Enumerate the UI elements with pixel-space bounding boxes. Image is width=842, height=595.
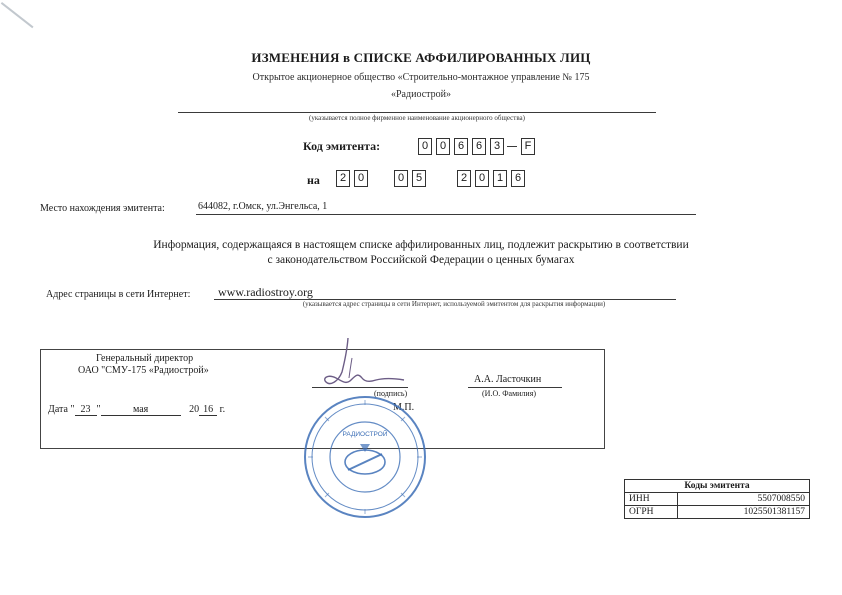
code-dash [507, 146, 517, 147]
date-line-year: 16 [199, 404, 217, 416]
date-line-month: мая [101, 404, 181, 416]
location-label: Место нахождения эмитента: [40, 203, 165, 214]
signer-position: Генеральный директор [96, 353, 194, 364]
issuer-note: (указывается полное фирменное наименование акционерного общества) [309, 114, 525, 122]
code-value-ogrn: 1025501381157 [678, 506, 810, 519]
issuer-codes-table [624, 479, 810, 519]
date-label: на [307, 173, 320, 187]
date-line-day: 23 [75, 404, 97, 416]
date-year-digit: 1 [493, 170, 507, 187]
name-underline [468, 387, 562, 388]
location-value: 644082, г.Омск, ул.Энгельса, 1 [198, 201, 328, 212]
web-note: (указывается адрес страницы в сети Интернет, используемой эмитентом для раскрытия информации) [302, 300, 606, 308]
table-row [625, 506, 810, 519]
stamp-caption: М.П. [393, 402, 415, 413]
date-month-digit: 5 [412, 170, 426, 187]
date-year-digit: 0 [475, 170, 489, 187]
name-caption: (И.О. Фамилия) [482, 389, 537, 398]
date-year-digit: 6 [511, 170, 525, 187]
company-seal-icon [300, 392, 430, 522]
location-underline [196, 214, 696, 215]
issuer-code-label: Код эмитента: [303, 139, 381, 153]
code-digit: 0 [418, 138, 432, 155]
disclosure-line1: Информация, содержащаяся в настоящем списке аффилированных лиц, подлежит раскрытию в соответствии [153, 239, 689, 251]
code-letter: F [521, 138, 535, 155]
web-label: Адрес страницы в сети Интернет: [46, 289, 191, 300]
issuer-name-line2: «Радиострой» [391, 89, 451, 100]
code-value-inn: 5507008550 [678, 493, 810, 506]
scan-mark [1, 2, 34, 28]
code-digit: 3 [490, 138, 504, 155]
web-address: www.radiostroy.org [218, 285, 313, 299]
table-row [625, 493, 810, 506]
code-digit: 6 [454, 138, 468, 155]
issuer-name-line1: Открытое акционерное общество «Строительно-монтажное управление № 175 [252, 72, 590, 83]
code-label-ogrn: ОГРН [625, 506, 678, 519]
signature-caption: (подпись) [374, 389, 408, 398]
date-line-close: " [96, 404, 101, 415]
document-title: ИЗМЕНЕНИЯ в СПИСКЕ АФФИЛИРОВАННЫХ ЛИЦ [251, 50, 591, 65]
date-line [48, 404, 225, 416]
signer-organization: ОАО "СМУ-175 «Радиострой» [78, 365, 209, 376]
date-day-digit: 0 [354, 170, 368, 187]
seal-text: РАДИОСТРОЙ [342, 431, 388, 438]
date-day-digit: 2 [336, 170, 350, 187]
date-line-prefix: Дата " [48, 404, 75, 415]
disclosure-line2: с законодательством Российской Федерации о ценных бумагах [267, 254, 575, 266]
issuer-codes-header: Коды эмитента [625, 480, 810, 493]
code-digit: 6 [472, 138, 486, 155]
date-month-digit: 0 [394, 170, 408, 187]
date-line-suffix: г. [219, 404, 226, 415]
code-digit: 0 [436, 138, 450, 155]
code-label-inn: ИНН [625, 493, 678, 506]
issuer-codes-header-row [625, 480, 810, 493]
date-year-digit: 2 [457, 170, 471, 187]
signer-name: А.А. Ласточкин [474, 374, 542, 385]
date-line-year-prefix: 20 [189, 404, 200, 415]
signature-icon [318, 338, 408, 393]
issuer-underline [178, 112, 656, 113]
